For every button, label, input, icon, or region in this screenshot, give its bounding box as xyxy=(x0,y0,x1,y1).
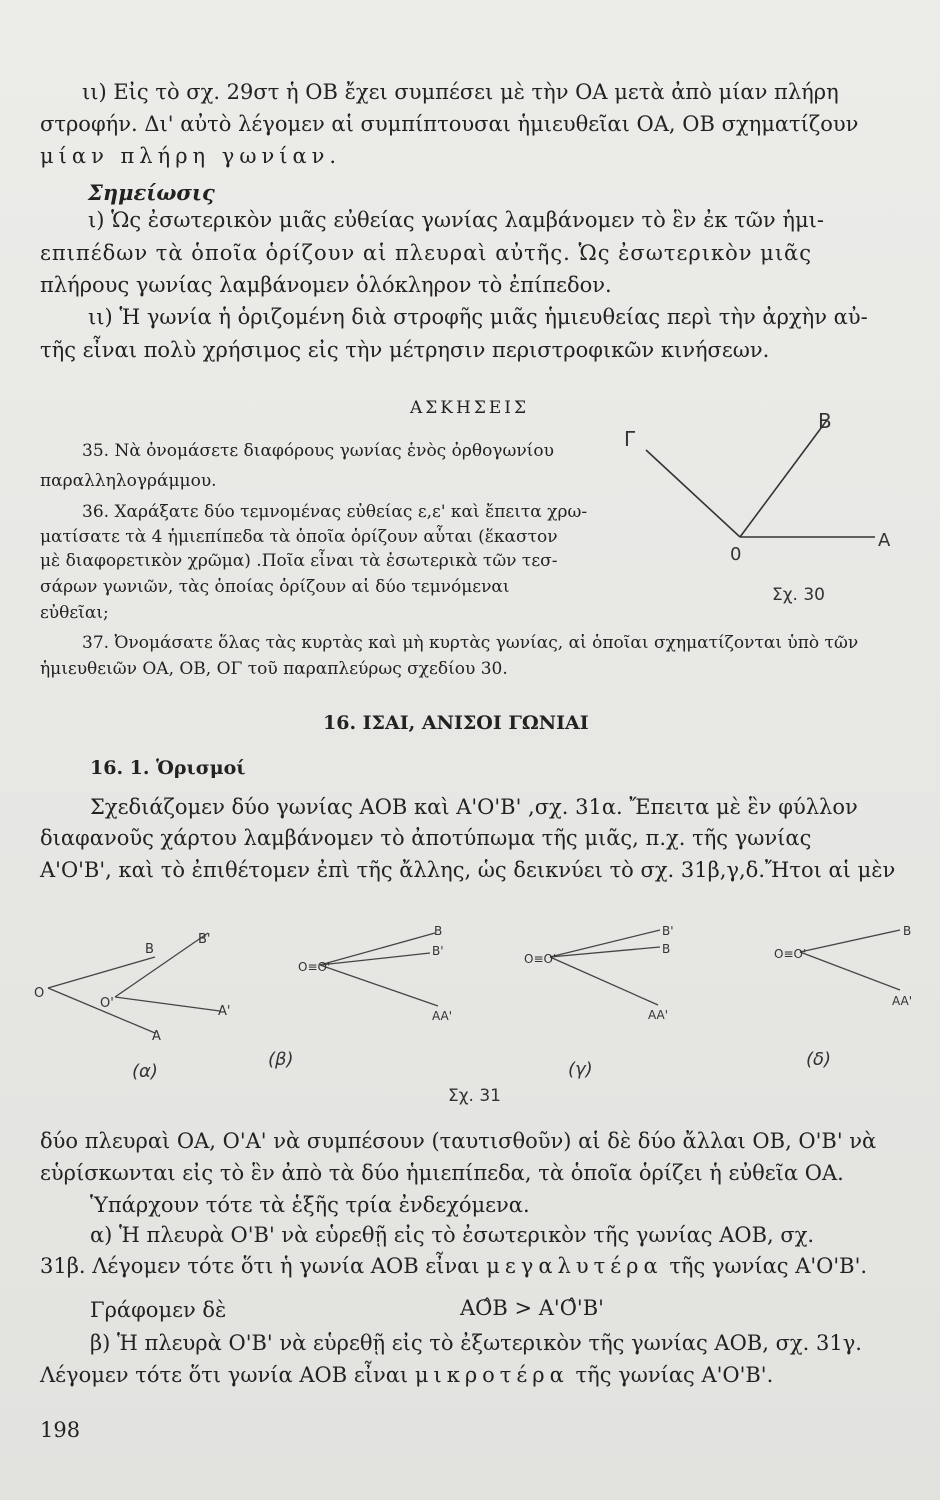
figure-31d xyxy=(774,924,912,1070)
notes-heading: Σημείωσις xyxy=(88,180,215,205)
text-line: Α'Ο'Β', καὶ τὸ ἐπιθέτομεν ἐπὶ τῆς ἄλλης, ὡς δεικνύει τὸ σχ. 31β,γ,δ.Ἤτοι αἱ μὲν xyxy=(40,858,896,882)
text-line: μίαν πλήρη γωνίαν. xyxy=(40,144,342,168)
text-span: τῆς γωνίας Α'Ο'Β'. xyxy=(662,1254,868,1278)
text-span: Λέγομεν τότε ὅτι γωνία ΑΟΒ εἶναι xyxy=(40,1363,415,1387)
text-line: εὑρίσκωνται εἰς τὸ ἓν ἀπὸ τὰ δύο ἡμιεπίπεδα, τὰ ὁποῖα ὁρίζει ἡ εὐθεῖα ΟΑ. xyxy=(40,1161,844,1185)
text-line: β) Ἡ πλευρὰ Ο'Β' νὰ εὑρεθῇ εἰς τὸ ἐξωτερικὸν τῆς γωνίας ΑΟΒ, σχ. 31γ. xyxy=(90,1331,862,1355)
exercise-37: 37. Ὀνομάσατε ὅλας τὰς κυρτὰς καὶ μὴ κυρτὰς γωνίας, αἱ ὁποῖαι σχηματίζονται ὑπὸ τῶν xyxy=(82,633,859,653)
figure-tag: (δ) xyxy=(806,1049,832,1070)
label: A' xyxy=(218,1004,231,1019)
text-span: τῆς γωνίας Α'Ο'Β'. xyxy=(568,1363,774,1387)
text-line: ιι) Εἰς τὸ σχ. 29στ ἡ ΟΒ ἔχει συμπέσει μὲ τὴν ΟΑ μετὰ ἀπὸ μίαν πλήρη xyxy=(82,80,839,104)
label-b: B xyxy=(818,409,832,433)
exercise-36: σάρων γωνιῶν, τὰς ὁποίας ὁρίζουν αἱ δύο τεμνόμεναι xyxy=(40,577,510,597)
label: B' xyxy=(198,932,211,947)
figure-31 xyxy=(30,915,920,1115)
label: B xyxy=(903,924,912,938)
exercise-37: ἡμιευθειῶν ΟΑ, ΟΒ, ΟΓ τοῦ παραπλεύρως σχεδίου 30. xyxy=(40,659,508,679)
text-line: δύο πλευραὶ ΟΑ, Ο'Α' νὰ συμπέσουν (ταυτισθοῦν) αἱ δὲ δύο ἄλλαι ΟΒ, Ο'Β' νὰ xyxy=(40,1129,877,1153)
label: O xyxy=(34,986,45,1001)
text-line: διαφανοῦς χάρτου λαμβάνομεν τὸ ἀποτύπωμα τῆς μιᾶς, π.χ. τῆς γωνίας xyxy=(40,826,812,850)
label-a: A xyxy=(878,530,891,551)
text-line: Σχεδιάζομεν δύο γωνίας ΑΟΒ καὶ Α'Ο'Β' ,σχ. 31α. Ἔπειτα μὲ ἓν φύλλον xyxy=(90,795,858,819)
emphasis: μεγαλυτέρα xyxy=(486,1254,663,1278)
text-line: ι) Ὡς ἐσωτερικὸν μιᾶς εὐθείας γωνίας λαμβάνομεν τὸ ἓν ἐκ τῶν ἡμι- xyxy=(88,208,824,232)
text-line: Γράφομεν δὲ xyxy=(90,1298,227,1322)
label-o: 0 xyxy=(730,544,742,565)
text-line: τῆς εἶναι πολὺ χρήσιμος εἰς τὴν μέτρησιν περιστροφικῶν κινήσεων. xyxy=(40,338,770,362)
exercise-35: 35. Νὰ ὀνομάσετε διαφόρους γωνίας ἑνὸς ὀρθογωνίου xyxy=(82,441,554,461)
label: B xyxy=(145,942,154,957)
exercise-36: 36. Χαράξατε δύο τεμνομένας εὐθείας ε,ε' καὶ ἔπειτα χρω- xyxy=(82,502,588,522)
formula: ΑΟ̂Β > Α'Ο̂'Β' xyxy=(460,1296,604,1320)
text-line: πλήρους γωνίας λαμβάνομεν ὁλόκληρον τὸ ἐπίπεδον. xyxy=(40,273,612,297)
text-line xyxy=(40,1253,867,1279)
text-line: στροφήν. Δι' αὐτὸ λέγομεν αἱ συμπίπτουσαι ἡμιευθεῖαι ΟΑ, ΟΒ σχηματίζουν xyxy=(40,112,859,136)
figure-30 xyxy=(620,400,900,615)
exercise-36: ματίσατε τὰ 4 ἡμιεπίπεδα τὰ ὁποῖα ὁρίζουν αὗται (ἕκαστον xyxy=(40,527,558,547)
label: O≡O' xyxy=(774,947,807,961)
label: B xyxy=(662,942,671,956)
subsection-title: 16. 1. Ὁρισμοί xyxy=(90,757,246,779)
figure-31b xyxy=(268,924,452,1070)
label: O≡O' xyxy=(298,960,331,974)
label: B' xyxy=(662,924,674,938)
exercise-35: παραλληλογράμμου. xyxy=(40,471,217,491)
label: O' xyxy=(100,996,114,1011)
label: A xyxy=(152,1029,161,1044)
figure-tag: (β) xyxy=(268,1049,294,1070)
figure-30-caption: Σχ. 30 xyxy=(772,585,826,605)
figure-tag: (γ) xyxy=(568,1059,593,1080)
label: AA' xyxy=(892,994,913,1008)
text-line: α) Ἡ πλευρὰ Ο'Β' νὰ εὑρεθῇ εἰς τὸ ἐσωτερικὸν τῆς γωνίας ΑΟΒ, σχ. xyxy=(90,1223,815,1247)
section-title: 16. ΙΣΑΙ, ΑΝΙΣΟΙ ΓΩΝΙΑΙ xyxy=(323,712,589,734)
text-line xyxy=(40,1362,773,1388)
label: B' xyxy=(432,944,444,958)
text-line: επιπέδων τὰ ὁποῖα ὁρίζουν αἱ πλευραὶ αὐτῆς. Ὡς ἐσωτερικὸν μιᾶς xyxy=(40,241,813,265)
exercise-36: εὐθεῖαι; xyxy=(40,603,109,623)
page-number: 198 xyxy=(40,1418,81,1442)
label: B xyxy=(434,924,443,938)
label: AA' xyxy=(648,1008,669,1022)
label: O≡O' xyxy=(524,952,557,966)
figure-31-caption: Σχ. 31 xyxy=(448,1086,502,1106)
exercises-heading: ΑΣΚΗΣΕΙΣ xyxy=(410,398,529,418)
label-gamma: Γ xyxy=(624,427,636,451)
emphasis: μικροτέρα xyxy=(414,1363,569,1387)
text-span: 31β. Λέγομεν τότε ὅτι ἡ γωνία ΑΟΒ εἶναι xyxy=(40,1254,487,1278)
text-line: ιι) Ἡ γωνία ἡ ὁριζομένη διὰ στροφῆς μιᾶς ἡμιευθείας περὶ τὴν ἀρχὴν αὐ- xyxy=(88,305,868,329)
figure-tag: (α) xyxy=(132,1061,158,1082)
label: AA' xyxy=(432,1009,453,1023)
figure-31c xyxy=(524,924,674,1080)
text-line: Ὑπάρχουν τότε τὰ ἑξῆς τρία ἐνδεχόμενα. xyxy=(90,1193,530,1217)
exercise-36: μὲ διαφορετικὸν χρῶμα) .Ποῖα εἶναι τὰ ἐσωτερικὰ τῶν τεσ- xyxy=(40,551,558,571)
figure-31a xyxy=(34,932,230,1082)
